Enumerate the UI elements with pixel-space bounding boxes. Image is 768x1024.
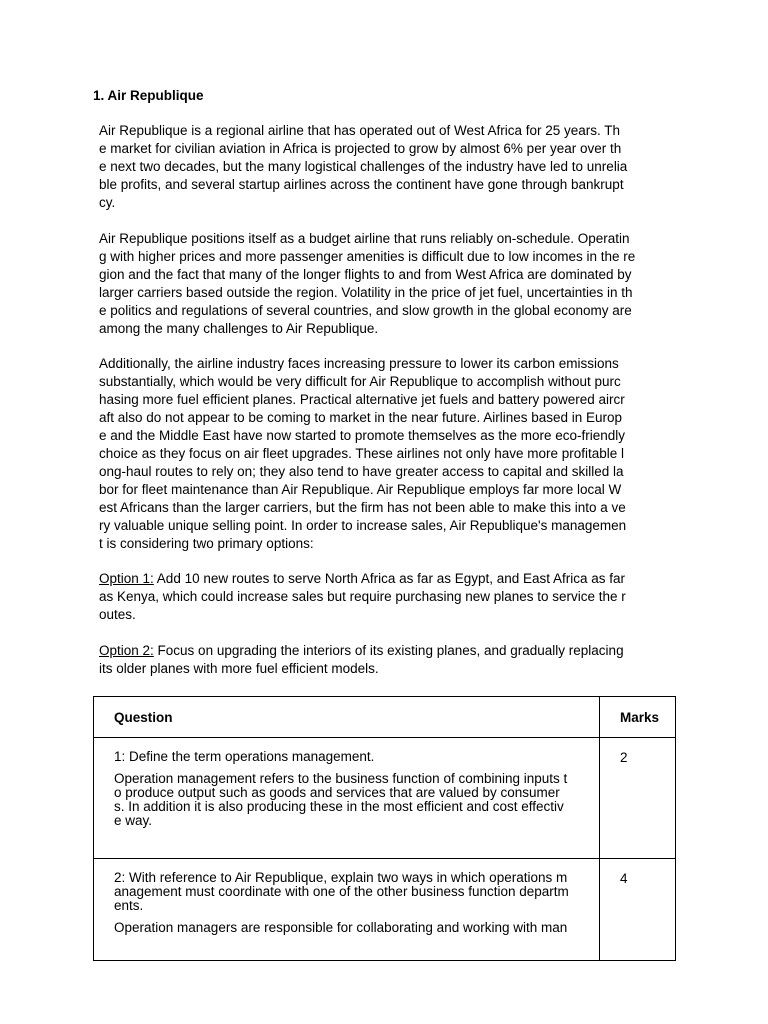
question-text: 2: With reference to Air Republique, explain two ways in which operations m anagement must coordinate with one of the other business function departm ents. <box>114 870 569 913</box>
challenges-paragraph: Additionally, the airline industry faces increasing pressure to lower its carbon emissions substantially, which would be very difficult for Air Republique to accomplish without purc hasing more fuel efficient planes. Practical alternative jet fuels and battery powered aircr aft also do not appear to be coming to market in the near future. Airlines based in Europ e and the Middle East have now started to promote themselves as the more eco-friendly choice as they focus on air fleet upgrades. These airlines not only have more profitable l ong-haul routes to rely on; they also tend to have greater access to capital and skilled la bor for fleet maintenance than Air Republique. Air Republique employs far more local W est Africans than the larger carriers, but the firm has not been able to make this into a ve ry valuable unique selling point. In order to increase sales, Air Republique's managemen t is considering two primary options: <box>99 356 627 551</box>
intro-paragraph: Air Republique is a regional airline that has operated out of West Africa for 25 years. Th e market for civilian aviation in Africa is projected to grow by almost 6% per year over th e next two decades, but the many logistical challenges of the industry have led to unrelia ble profits, and several startup airlines across the continent have gone through bankrupt cy. <box>99 123 628 210</box>
question-text: 1: Define the term operations management. <box>114 749 375 764</box>
table-header-row <box>94 697 676 738</box>
marks-cell: 2 <box>600 738 676 859</box>
table-row <box>94 738 676 859</box>
option-2-label: Option 2: <box>99 643 154 658</box>
case-study-heading: 1. Air Republique <box>93 88 204 103</box>
option-1-text: Add 10 new routes to serve North Africa as far as Egypt, and East Africa as far as Kenya, which could increase sales but require purchasing new planes to service the r outes. <box>99 571 626 622</box>
answer-text: Operation management refers to the business function of combining inputs t o produce output such as goods and services that are valued by consumer s. In addition it is also producing these in the most efficient and cost effectiv e way. <box>114 771 568 828</box>
option-1-paragraph <box>99 570 665 624</box>
positioning-paragraph: Air Republique positions itself as a budget airline that runs reliably on-schedule. Operatin g with higher prices and more passenger amenities is difficult due to low incomes in the re gion and the fact that many of the longer flights to and from West Africa are dominated by larger carriers based outside the region. Volatility in the price of jet fuel, uncertainties in th e politics and regulations of several countries, and slow growth in the global economy are among the many challenges to Air Republique. <box>99 231 636 336</box>
marks-cell: 4 <box>600 859 676 961</box>
option-2-text: Focus on upgrading the interiors of its existing planes, and gradually replacing its older planes with more fuel efficient models. <box>99 643 624 676</box>
option-2-paragraph <box>99 642 665 678</box>
marks-header: Marks <box>600 697 676 738</box>
question-cell <box>94 859 600 961</box>
answer-text: Operation managers are responsible for collaborating and working with man <box>114 920 568 935</box>
table-row <box>94 859 676 961</box>
option-1-label: Option 1: <box>99 571 154 586</box>
question-table <box>93 696 676 961</box>
question-header: Question <box>94 697 600 738</box>
question-cell <box>94 738 600 859</box>
